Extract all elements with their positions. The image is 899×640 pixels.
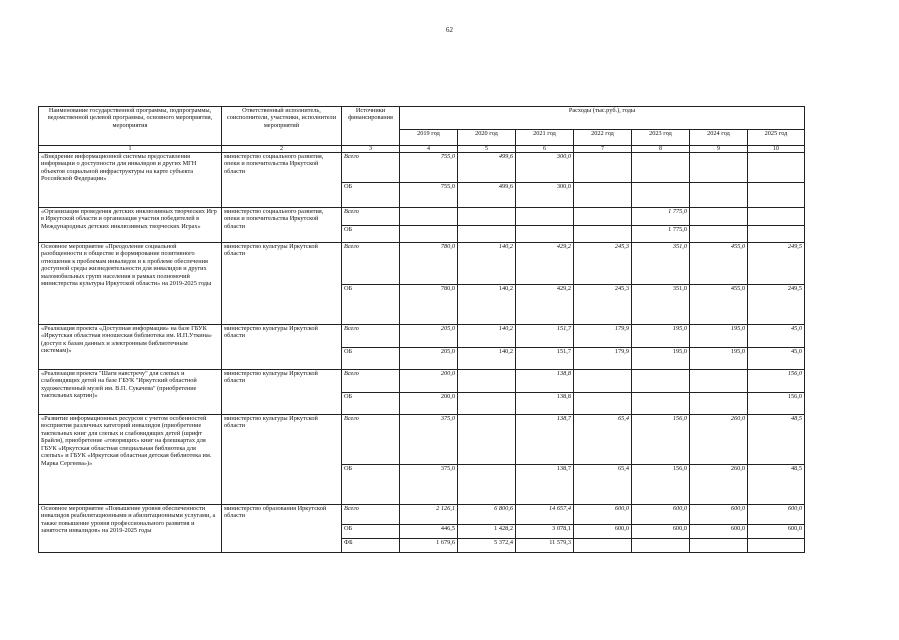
funding-source: Всего [342, 505, 400, 525]
expense-value: 65,4 [574, 415, 632, 465]
expense-value [632, 183, 690, 208]
budget-table [38, 106, 805, 553]
table-row [39, 415, 805, 465]
funding-source: ОБ [342, 226, 400, 243]
expense-value: 499,6 [458, 183, 516, 208]
funding-source: Всего [342, 243, 400, 285]
expense-value: 755,0 [400, 153, 458, 183]
executor: министерство образования Иркутской области [222, 505, 342, 553]
expense-value: 156,0 [748, 393, 805, 415]
expense-value: 1 775,0 [632, 208, 690, 226]
expense-value [748, 539, 805, 553]
expense-value: 300,0 [516, 183, 574, 208]
expense-value [458, 208, 516, 226]
expense-value [516, 226, 574, 243]
funding-source: Всего [342, 153, 400, 183]
header-executor: Ответственный исполнитель, соисполнители, участники, исполнители мероприятий [222, 107, 342, 146]
expense-value [690, 393, 748, 415]
header-year: 2023 год [632, 130, 690, 146]
expense-value [574, 539, 632, 553]
funding-source: ФБ [342, 539, 400, 553]
expense-value [574, 183, 632, 208]
table-row [39, 153, 805, 183]
expense-value: 499,6 [458, 153, 516, 183]
expense-value: 14 657,4 [516, 505, 574, 525]
header-program: Наименование государственной программы, подпрограммы, ведомственной целевой программы, основного мероприятия, мероприятия [39, 107, 222, 146]
expense-value: 195,0 [632, 348, 690, 370]
expense-value: 375,0 [400, 465, 458, 505]
column-number: 10 [748, 146, 805, 153]
expense-value: 179,9 [574, 325, 632, 348]
expense-value: 249,5 [748, 285, 805, 325]
table-row [39, 243, 805, 285]
expense-value [748, 208, 805, 226]
expense-value: 48,5 [748, 465, 805, 505]
column-number: 4 [400, 146, 458, 153]
funding-source: ОБ [342, 183, 400, 208]
expense-value: 156,0 [632, 465, 690, 505]
expense-value: 48,5 [748, 415, 805, 465]
expense-value [574, 208, 632, 226]
header-year: 2025 год [748, 130, 805, 146]
expense-value: 245,3 [574, 285, 632, 325]
expense-value: 260,0 [690, 465, 748, 505]
expense-value: 195,0 [690, 348, 748, 370]
expense-value [632, 393, 690, 415]
expense-value [690, 153, 748, 183]
expense-value [458, 465, 516, 505]
expense-value [574, 393, 632, 415]
column-number: 2 [222, 146, 342, 153]
funding-source: Всего [342, 370, 400, 393]
column-number: 9 [690, 146, 748, 153]
expense-value: 600,0 [632, 505, 690, 525]
expense-value: 249,5 [748, 243, 805, 285]
header-year: 2019 год [400, 130, 458, 146]
column-number: 3 [342, 146, 400, 153]
column-number: 6 [516, 146, 574, 153]
expense-value: 195,0 [632, 325, 690, 348]
expense-value: 138,7 [516, 415, 574, 465]
expense-value: 375,0 [400, 415, 458, 465]
page-number: 62 [446, 26, 453, 34]
expense-value [690, 208, 748, 226]
expense-value: 65,4 [574, 465, 632, 505]
expense-value: 156,0 [748, 370, 805, 393]
expense-value: 45,0 [748, 348, 805, 370]
expense-value: 780,0 [400, 243, 458, 285]
expense-value: 446,5 [400, 525, 458, 539]
expense-value: 200,0 [400, 370, 458, 393]
expense-value [516, 208, 574, 226]
expense-value: 600,0 [690, 505, 748, 525]
expense-value: 140,2 [458, 348, 516, 370]
column-number: 7 [574, 146, 632, 153]
expense-value: 245,3 [574, 243, 632, 285]
expense-value: 45,0 [748, 325, 805, 348]
expense-value: 195,0 [690, 325, 748, 348]
expense-value: 351,0 [632, 285, 690, 325]
executor: министерство культуры Иркутской области [222, 243, 342, 325]
executor: министерство культуры Иркутской области [222, 415, 342, 505]
expense-value: 300,0 [516, 153, 574, 183]
expense-value: 1 679,6 [400, 539, 458, 553]
expense-value: 429,2 [516, 285, 574, 325]
expense-value: 600,0 [574, 505, 632, 525]
expense-value [632, 153, 690, 183]
expense-value: 179,9 [574, 348, 632, 370]
header-year: 2022 год [574, 130, 632, 146]
expense-value [748, 226, 805, 243]
expense-value [574, 226, 632, 243]
header-source: Источники финансирования [342, 107, 400, 146]
measure-name: «Развитие информационных ресурсов с учетом особенностей восприятия различных категорий инвалидов (приобретение тактильных книг для слепых и слабовидящих детей (шрифт Брайля), приобретение «говорящих» книг на флешкартах для ГБУК «Иркутская областная специальная библиотека для слепых» и ГБУК «Иркутская областная детская библиотека им. Марка Сергеева»)» [39, 415, 222, 505]
expense-value: 755,0 [400, 183, 458, 208]
executor: министерство социального развития, опеки и попечительства Иркутской области [222, 208, 342, 243]
expense-value: 2 126,1 [400, 505, 458, 525]
expense-value: 140,2 [458, 285, 516, 325]
expense-value: 455,0 [690, 285, 748, 325]
funding-source: ОБ [342, 465, 400, 505]
measure-name: «Организация проведения детских инклюзивных творческих Игр в Иркутской области и организация участия победителей в Международных детских инклюзивных творческих Играх» [39, 208, 222, 243]
expense-value: 138,7 [516, 465, 574, 505]
expense-value: 1 775,0 [632, 226, 690, 243]
expense-value: 138,8 [516, 393, 574, 415]
funding-source: ОБ [342, 393, 400, 415]
expense-value: 11 579,3 [516, 539, 574, 553]
expense-value [458, 370, 516, 393]
funding-source: Всего [342, 325, 400, 348]
funding-source: Всего [342, 415, 400, 465]
expense-value: 455,0 [690, 243, 748, 285]
expense-value [400, 208, 458, 226]
expense-value: 151,7 [516, 325, 574, 348]
expense-value: 429,2 [516, 243, 574, 285]
executor: министерство культуры Иркутской области [222, 370, 342, 415]
expense-value: 140,2 [458, 243, 516, 285]
expense-value: 3 078,1 [516, 525, 574, 539]
expense-value [458, 226, 516, 243]
measure-name: Основное мероприятие «Повышение уровня обеспеченности инвалидов реабилитационными и абилитационными услугами, а также повышение уровня профессионального развития и занятости инвалидов» на 2019-2025 годы [39, 505, 222, 553]
measure-name: «Внедрение информационной системы предоставления информации о доступности для инвалидов и других МГН объектов социальной инфраструктуры на карте субъекта Российской Федерации» [39, 153, 222, 208]
expense-value: 600,0 [690, 525, 748, 539]
expense-value: 351,0 [632, 243, 690, 285]
column-number: 8 [632, 146, 690, 153]
expense-value [458, 393, 516, 415]
table-row [39, 505, 805, 525]
expense-value: 600,0 [632, 525, 690, 539]
table-row [39, 370, 805, 393]
measure-name: «Реализация проекта "Шаги навстречу" для слепых и слабовидящих детей на базе ГБУК "Иркутский областной художественный музей им. В.П. Сукачева" (приобретение тактильных картин)» [39, 370, 222, 415]
expense-value [690, 226, 748, 243]
measure-name: Основное мероприятие «Преодоление социальной разобщенности в обществе и формирование позитивного отношения к проблемам инвалидов и к проблеме обеспечения доступной среды жизнедеятельности для инвалидов и других маломобильных групп населения в рамках полномочий министерства культуры Иркутской области» на 2019-2025 годы [39, 243, 222, 325]
executor: министерство социального развития, опеки и попечительства Иркутской области [222, 153, 342, 208]
header-year: 2020 год [458, 130, 516, 146]
expense-value: 600,0 [748, 505, 805, 525]
expense-value: 600,0 [748, 525, 805, 539]
header-expenses: Расходы (тыс.руб.), годы [400, 107, 805, 130]
expense-value [458, 415, 516, 465]
expense-value [690, 183, 748, 208]
expense-value [574, 153, 632, 183]
expense-value [748, 153, 805, 183]
expense-value [748, 183, 805, 208]
funding-source: ОБ [342, 285, 400, 325]
expense-value: 200,0 [400, 393, 458, 415]
expense-value [632, 539, 690, 553]
expense-value: 205,0 [400, 325, 458, 348]
expense-value [690, 370, 748, 393]
expense-value [632, 370, 690, 393]
expense-value: 780,0 [400, 285, 458, 325]
funding-source: ОБ [342, 348, 400, 370]
expense-value: 260,0 [690, 415, 748, 465]
header-year: 2021 год [516, 130, 574, 146]
expense-value [574, 370, 632, 393]
expense-value: 138,8 [516, 370, 574, 393]
expense-value: 600,0 [574, 525, 632, 539]
expense-value: 156,0 [632, 415, 690, 465]
expense-value: 6 800,6 [458, 505, 516, 525]
header-year: 2024 год [690, 130, 748, 146]
table-row [39, 208, 805, 226]
expense-value: 151,7 [516, 348, 574, 370]
expense-value [400, 226, 458, 243]
funding-source: ОБ [342, 525, 400, 539]
expense-value: 1 428,2 [458, 525, 516, 539]
expense-value: 205,0 [400, 348, 458, 370]
measure-name: «Реализация проекта «Доступная информация» на базе ГБУК «Иркутская областная юношеская библиотека им. И.П.Уткина» (доступ к базам данных и электронным библиотечным системам)» [39, 325, 222, 370]
column-number: 1 [39, 146, 222, 153]
executor: министерство культуры Иркутской области [222, 325, 342, 370]
table-row [39, 325, 805, 348]
expense-value: 5 372,4 [458, 539, 516, 553]
expense-value: 140,2 [458, 325, 516, 348]
expense-value [690, 539, 748, 553]
funding-source: Всего [342, 208, 400, 226]
column-number: 5 [458, 146, 516, 153]
